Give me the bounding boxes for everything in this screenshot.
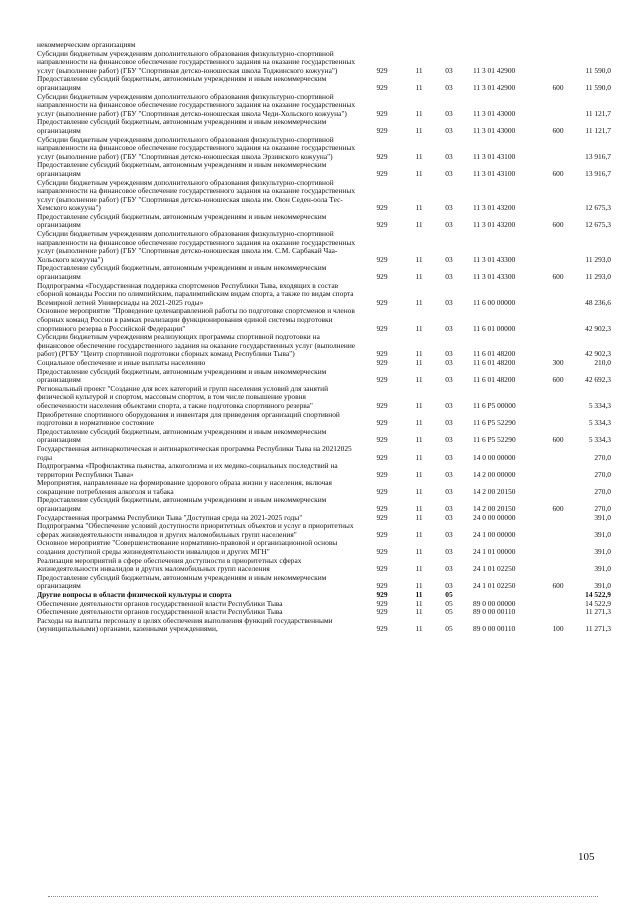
cell-subsection: 03: [445, 513, 453, 522]
cell-subsection: 03: [445, 151, 453, 161]
table-row: [37, 179, 611, 213]
cell-amount: 270,0: [594, 486, 611, 496]
cell-name: Другие вопросы в области физической культуры и спорта: [37, 590, 232, 599]
cell-section: 11: [415, 323, 423, 333]
cell-amount: 391,0: [594, 581, 611, 591]
cell-subsection: 03: [445, 82, 453, 92]
cell-target-article: 11 6 P5 52290: [473, 418, 516, 428]
cell-subsection: 03: [445, 564, 453, 574]
cell-subsection: 03: [445, 220, 453, 230]
cell-subsection: 03: [445, 349, 453, 359]
cell-amount: 391,0: [594, 529, 611, 539]
cell-name: Обеспечение деятельности органов государственной власти Республики Тыва: [37, 607, 283, 617]
cell-section: 11: [415, 529, 423, 539]
cell-target-article: [467, 41, 543, 50]
cell-target-article: 11 6 01 48200: [473, 375, 516, 385]
cell-ministry: 929: [376, 513, 388, 522]
table-row: [37, 411, 611, 428]
cell-target-article: 14 2 00 20150: [473, 486, 516, 496]
cell-name: Мероприятия, направленные на формирование здорового образа жизни у населения, включая сокращение потребления алкоголя и табака: [37, 478, 332, 496]
cell-name: некоммерческим организациям: [37, 40, 136, 49]
cell-ministry: 929: [376, 581, 388, 591]
cell-expense-type: 100: [552, 624, 564, 634]
budget-table-body: [37, 41, 611, 634]
cell-target-article: 11 3 01 43000: [473, 108, 516, 118]
cell-expense-type: 600: [552, 435, 564, 445]
table-row: [37, 385, 611, 411]
cell-target-article: 11 3 01 43000: [473, 125, 516, 135]
cell-ministry: 929: [376, 125, 388, 135]
cell-amount: 12 675,3: [585, 220, 611, 230]
cell-subsection: 03: [445, 272, 453, 282]
cell-expense-type: [543, 93, 573, 119]
cell-expense-type: [543, 462, 573, 479]
table-row: [37, 118, 611, 135]
table-row: [37, 50, 611, 76]
table-row: [37, 445, 611, 462]
cell-ministry: 929: [376, 358, 388, 367]
cell-section: 11: [415, 504, 423, 514]
cell-subsection: 03: [445, 486, 453, 496]
cell-amount: 11 121,7: [585, 125, 611, 135]
cell-ministry: 929: [376, 151, 388, 161]
cell-amount: 391,0: [594, 564, 611, 574]
cell-section: 11: [415, 418, 423, 428]
cell-expense-type: 600: [552, 125, 564, 135]
cell-subsection: 03: [445, 254, 453, 264]
table-row: [37, 213, 611, 230]
cell-section: 11: [415, 513, 423, 522]
cell-section: 11: [415, 168, 423, 178]
cell-name: Реализация мероприятий в сфере обеспечения доступности в приоритетных сферах жизнедеятельности инвалидов и других маломобильных групп населения: [37, 555, 302, 574]
cell-ministry: 929: [376, 203, 388, 213]
cell-subsection: 05: [445, 599, 453, 608]
table-row: [37, 574, 611, 591]
cell-expense-type: [543, 479, 573, 496]
page-number: 105: [578, 851, 595, 863]
cell-subsection: 03: [445, 547, 453, 557]
cell-amount: 5 334,3: [588, 435, 611, 445]
cell-target-article: 24 1 01 00000: [473, 547, 516, 557]
cell-expense-type: [543, 522, 573, 539]
cell-expense-type: [543, 600, 573, 609]
cell-subsection: 03: [445, 108, 453, 118]
cell-section: 11: [415, 358, 423, 367]
cell-name: Предоставление субсидий бюджетным, автономным учреждениям и иным некоммерческим организациям: [37, 495, 327, 514]
cell-section: 11: [415, 125, 423, 135]
cell-ministry: 929: [376, 599, 388, 608]
table-row: [37, 462, 611, 479]
cell-section: 11: [415, 82, 423, 92]
table-row: [37, 230, 611, 264]
cell-expense-type: [543, 50, 573, 76]
cell-ministry: 929: [376, 624, 388, 634]
cell-ministry: 929: [376, 108, 388, 118]
cell-name: Приобретение спортивного оборудования и инвентаря для приведения организаций спортивной подготовки в нормативное состояние: [37, 409, 340, 428]
table-row: [37, 428, 611, 445]
table-row: [37, 75, 611, 92]
cell-name: Субсидии бюджетным учреждениям дополнительного образования физкультурно-спортивной направленности на финансовое обеспечение государственного задания на оказание государственных услуг (выполнение работ) (ГБУ "Спортивная детско-юношеская школа Тоджинского кожууна"): [37, 48, 356, 75]
cell-target-article: 89 0 00 00110: [473, 624, 516, 634]
cell-name: Основное мероприятие "Проведение целенаправленной работы по подготовке спортсменов и членов сборных команд России в рамках реализации функционирования единой системы подготовки спортивного резерва в Российской Федерации": [37, 306, 355, 333]
cell-section: 11: [415, 220, 423, 230]
cell-subsection: [431, 41, 467, 50]
cell-expense-type: [543, 230, 573, 264]
cell-name: Подпрограмма "Обеспечение условий доступности приоритетных объектов и услуг в приоритетных сферах жизнедеятельности инвалидов и других маломобильных групп населения": [37, 521, 354, 539]
table-row: [37, 539, 611, 556]
cell-amount: 11 121,7: [585, 108, 611, 118]
cell-ministry: 929: [376, 486, 388, 496]
cell-subsection: 03: [445, 452, 453, 462]
cell-name: Государственная антинаркотическая и антинаркотическая программа Республики Тыва на 20212025 годы: [37, 443, 352, 462]
cell-ministry: 929: [376, 375, 388, 385]
cell-section: 11: [415, 375, 423, 385]
cell-target-article: 89 0 00 00110: [473, 608, 516, 617]
cell-target-article: 11 6 01 00000: [473, 323, 516, 333]
cell-target-article: 11 6 01 48200: [473, 349, 516, 359]
cell-subsection: 05: [445, 608, 453, 617]
cell-name: Подпрограмма «Профилактика пьянства, алкоголизма и их медико-социальных последствий на территории Республики Тыва»: [37, 461, 338, 479]
cell-expense-type: [543, 539, 573, 556]
table-row: [37, 557, 611, 574]
table-row: [37, 368, 611, 385]
cell-section: 11: [415, 65, 423, 75]
table-row: [37, 522, 611, 539]
cell-subsection: 03: [445, 400, 453, 410]
table-row: [37, 496, 611, 513]
cell-expense-type: 300: [552, 358, 564, 367]
cell-name: Предоставление субсидий бюджетным, автономным учреждениям и иным некоммерческим организациям: [37, 117, 327, 135]
cell-section: 11: [415, 452, 423, 462]
cell-name: Предоставление субсидий бюджетным, автономным учреждениям и иным некоммерческим организациям: [37, 572, 327, 591]
cell-subsection: 03: [445, 581, 453, 591]
cell-subsection: 03: [445, 323, 453, 333]
cell-amount: 13 916,7: [585, 168, 611, 178]
table-row: [37, 264, 611, 281]
cell-ministry: 929: [376, 435, 388, 445]
cell-ministry: 929: [376, 254, 388, 264]
cell-expense-type: [543, 179, 573, 213]
cell-section: 11: [415, 469, 423, 479]
cell-subsection: 03: [445, 435, 453, 445]
cell-section: 11: [415, 400, 423, 410]
cell-target-article: 11 3 01 43100: [473, 168, 516, 178]
cell-name: Предоставление субсидий бюджетным, автономным учреждениям и иным некоммерческим организациям: [37, 160, 327, 178]
cell-target-article: 24 1 00 00000: [473, 529, 516, 539]
table-row: [37, 282, 611, 308]
cell-subsection: 03: [445, 297, 453, 307]
cell-section: 11: [415, 272, 423, 282]
cell-expense-type: [543, 333, 573, 359]
budget-table: [37, 41, 611, 634]
cell-ministry: 929: [376, 82, 388, 92]
cell-name: Социальное обеспечение и иные выплаты населению: [37, 357, 206, 367]
cell-target-article: 14 2 00 20150: [473, 504, 516, 514]
table-row: [37, 161, 611, 178]
cell-expense-type: [543, 591, 573, 600]
cell-section: 11: [415, 624, 423, 634]
cell-ministry: 929: [376, 272, 388, 282]
cell-amount: 11 590,0: [585, 82, 611, 92]
cell-section: 11: [415, 151, 423, 161]
cell-amount: 12 675,3: [585, 203, 611, 213]
cell-ministry: 929: [376, 564, 388, 574]
cell-target-article: 11 3 01 43300: [473, 254, 516, 264]
cell-expense-type: [543, 136, 573, 162]
cell-amount: 5 334,3: [588, 400, 611, 410]
cell-subsection: 03: [445, 358, 453, 367]
cell-section: 11: [415, 297, 423, 307]
cell-target-article: 11 3 01 43100: [473, 151, 516, 161]
cell-target-article: 24 0 00 00000: [473, 513, 516, 522]
cell-expense-type: 600: [552, 82, 564, 92]
cell-section: 11: [415, 599, 423, 608]
cell-amount: [573, 41, 611, 50]
cell-amount: 11 271,3: [585, 608, 611, 617]
cell-name: Государственная программа Республики Тыва "Доступная среда на 2021-2025 годы": [37, 512, 303, 522]
cell-amount: 42 902,3: [585, 323, 611, 333]
cell-amount: 11 293,0: [585, 254, 611, 264]
cell-name: Предоставление субсидий бюджетным, автономным учреждениям и иным некоммерческим организациям: [37, 366, 327, 385]
cell-ministry: 929: [376, 400, 388, 410]
cell-amount: 42 692,3: [585, 375, 611, 385]
cell-amount: 13 916,7: [585, 151, 611, 161]
cell-ministry: 929: [376, 297, 388, 307]
cell-expense-type: 600: [552, 168, 564, 178]
cell-amount: 42 902,3: [585, 349, 611, 359]
cell-section: [407, 41, 431, 50]
cell-section: 11: [415, 547, 423, 557]
cell-expense-type: 600: [552, 375, 564, 385]
cell-target-article: 11 3 01 43300: [473, 272, 516, 282]
cell-name: Подпрограмма «Государственная поддержка спортсменов Республики Тыва, входящих в состав сборной команды России по олимпийским, паралимпийским видам спорта, а также по видам спорта Всемирной летней Универсиады на 2021-2025 годы»: [37, 280, 354, 307]
table-row: [37, 136, 611, 162]
cell-name: Основное мероприятие "Совершенствование нормативно-правовой и организационной основы создания доступной среды жизнедеятельности инвалидов и других МГН": [37, 538, 338, 557]
cell-expense-type: 600: [552, 504, 564, 514]
cell-amount: 391,0: [594, 547, 611, 557]
cell-amount: 210,0: [594, 358, 611, 367]
cell-ministry: 929: [376, 591, 388, 599]
cell-name: Субсидии бюджетным учреждениям дополнительного образования физкультурно-спортивной направленности на финансовое обеспечение государственного задания на оказание государственных услуг (выполнение работ) (ГБУ "Спортивная детско-юношеская школа им. С.М. Сарбакай Чаа-Хольского кожууна"): [37, 229, 356, 264]
table-row: [37, 617, 611, 634]
cell-amount: 5 334,3: [588, 418, 611, 428]
cell-expense-type: [543, 282, 573, 308]
cell-amount: 14 522,9: [585, 591, 611, 599]
cell-target-article: [467, 591, 543, 600]
cell-section: 11: [415, 108, 423, 118]
cell-target-article: 11 6 P5 00000: [473, 400, 516, 410]
cell-target-article: 89 0 00 00000: [473, 599, 516, 608]
cell-expense-type: [543, 514, 573, 523]
cell-ministry: 929: [376, 608, 388, 617]
cell-expense-type: 600: [552, 581, 564, 591]
cell-amount: 270,0: [594, 469, 611, 479]
cell-subsection: 03: [445, 168, 453, 178]
cell-target-article: 11 3 01 43200: [473, 220, 516, 230]
cell-target-article: 11 6 00 00000: [473, 297, 516, 307]
cell-section: 11: [415, 435, 423, 445]
cell-section: 11: [415, 564, 423, 574]
cell-subsection: 03: [445, 65, 453, 75]
cell-expense-type: [543, 411, 573, 428]
cell-amount: 270,0: [594, 452, 611, 462]
cell-name: Субсидии бюджетным учреждениям дополнительного образования физкультурно-спортивной направленности на финансовое обеспечение государственного задания на оказание государственных услуг (выполнение работ) (ГБУ "Спортивная детско-юношеская школа Эрзинского кожууна"): [37, 134, 356, 161]
cell-expense-type: [543, 557, 573, 574]
cell-ministry: 929: [376, 547, 388, 557]
cell-target-article: 24 1 01 02250: [473, 564, 516, 574]
cell-expense-type: 600: [552, 272, 564, 282]
cell-ministry: 929: [376, 418, 388, 428]
cell-subsection: 05: [445, 624, 453, 634]
cell-section: 11: [415, 254, 423, 264]
cell-subsection: 03: [445, 504, 453, 514]
cell-section: 11: [415, 203, 423, 213]
cell-amount: 391,0: [594, 513, 611, 522]
cell-ministry: 929: [376, 469, 388, 479]
cell-target-article: 11 3 01 42900: [473, 65, 516, 75]
cell-target-article: 11 6 01 48200: [473, 358, 516, 367]
cell-ministry: [357, 41, 407, 50]
cell-name: Региональный проект "Создание для всех категорий и групп населения условий для занятий физической культурой и спортом, массовым спортом, в том числе повышение уровня обеспеченности населения объектами спорта, а также подготовка спортивного резерва": [37, 383, 329, 410]
cell-section: 11: [415, 591, 423, 599]
cell-subsection: 03: [445, 203, 453, 213]
cell-subsection: 03: [445, 418, 453, 428]
table-row: [37, 307, 611, 333]
cell-subsection: 03: [445, 529, 453, 539]
cell-section: 11: [415, 349, 423, 359]
cell-expense-type: [543, 41, 573, 50]
cell-subsection: 05: [445, 591, 453, 599]
cell-ministry: 929: [376, 168, 388, 178]
cell-amount: 48 236,6: [585, 297, 611, 307]
cell-section: 11: [415, 486, 423, 496]
cell-amount: 11 271,3: [585, 624, 611, 634]
cell-name: Предоставление субсидий бюджетным, автономным учреждениям и иным некоммерческим организациям: [37, 211, 327, 230]
cell-subsection: 03: [445, 469, 453, 479]
cell-name: Субсидии бюджетным учреждениям дополнительного образования физкультурно-спортивной направленности на финансовое обеспечение государственного задания на оказание государственных услуг (выполнение работ) (ГБУ "Спортивная детско-юношеская школа Чеди-Хольского кожууна"): [37, 91, 356, 118]
cell-ministry: 929: [376, 529, 388, 539]
cell-target-article: 11 3 01 42900: [473, 82, 516, 92]
cell-name: Субсидии бюджетным учреждениям реализующих программы спортивной подготовки на финансовое обеспечение государственного задания на оказание государственных услуг (выполнение работ) (РГБУ "Центр спортивной подготовки сборных команд Республики Тыва"): [37, 332, 356, 359]
cell-name: Предоставление субсидий бюджетным, автономным учреждениям и иным некоммерческим организациям: [37, 74, 327, 92]
table-row: [37, 93, 611, 119]
cell-expense-type: [543, 608, 573, 617]
cell-name: Обеспечение деятельности органов государственной власти Республики Тыва: [37, 598, 283, 608]
cell-ministry: 929: [376, 220, 388, 230]
cell-amount: 270,0: [594, 504, 611, 514]
cell-expense-type: 600: [552, 220, 564, 230]
cell-target-article: 11 3 01 43200: [473, 203, 516, 213]
cell-subsection: 03: [445, 125, 453, 135]
cell-ministry: 929: [376, 349, 388, 359]
cell-target-article: 11 6 P5 52290: [473, 435, 516, 445]
cell-amount: 11 590,0: [585, 65, 611, 75]
cell-name: Предоставление субсидий бюджетным, автономным учреждениям и иным некоммерческим организациям: [37, 426, 327, 445]
cell-expense-type: [543, 385, 573, 411]
cell-section: 11: [415, 581, 423, 591]
cell-section: 11: [415, 608, 423, 617]
cell-ministry: 929: [376, 65, 388, 75]
cell-target-article: 14 0 00 00000: [473, 452, 516, 462]
cell-name: Предоставление субсидий бюджетным, автономным учреждениям и иным некоммерческим организациям: [37, 263, 327, 282]
cell-name: Расходы на выплаты персоналу в целях обеспечения выполнения функций государственными (муниципальными) органами, казенными учреждениями,: [37, 615, 333, 634]
cell-expense-type: [543, 307, 573, 333]
cell-subsection: 03: [445, 375, 453, 385]
cell-target-article: 14 2 00 00000: [473, 469, 516, 479]
cell-amount: 14 522,9: [585, 599, 611, 608]
cell-amount: 11 293,0: [585, 272, 611, 282]
cell-target-article: 24 1 01 02250: [473, 581, 516, 591]
footer-divider: [48, 896, 598, 897]
cell-ministry: 929: [376, 452, 388, 462]
cell-expense-type: [543, 445, 573, 462]
cell-ministry: 929: [376, 323, 388, 333]
table-row: [37, 479, 611, 496]
table-row: [37, 333, 611, 359]
cell-ministry: 929: [376, 504, 388, 514]
cell-name: Субсидии бюджетным учреждениям дополнительного образования физкультурно-спортивной направленности на финансовое обеспечение государственного задания на оказание государственных услуг (выполнение работ) (ГБУ "Спортивная детско-юношеская школа им. Оюн Седен-оола Тес-Хемского кожууна"): [37, 177, 356, 213]
